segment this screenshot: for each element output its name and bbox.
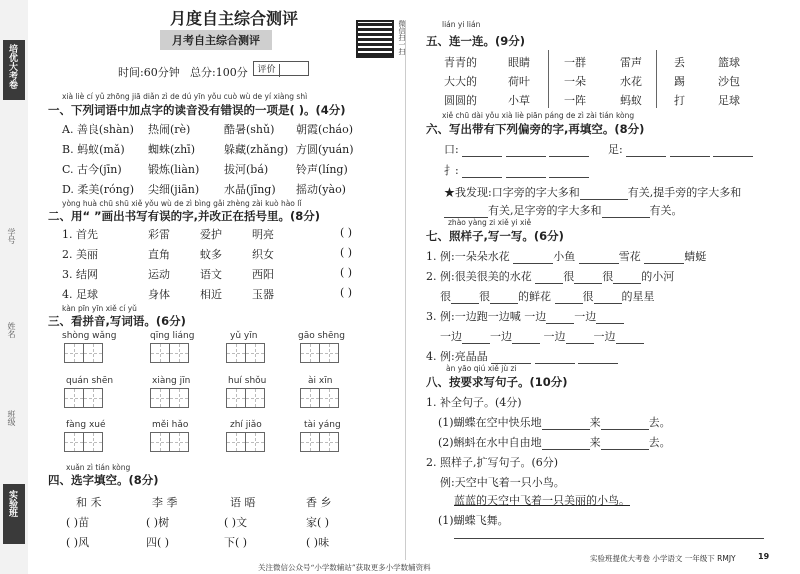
q2-r3-paren[interactable]: ( ) (340, 266, 353, 279)
q2-r2-3: 蚊多 (200, 248, 222, 261)
q3-pinyin-6: xiàng jīn (152, 376, 191, 386)
q3-pinyin-8: ài xīn (308, 376, 333, 386)
q1-pinyin: xià liè cí yǔ zhōng jiā diǎn zì de dú yīn yǒu cuò wù de yí xiàng shì (62, 92, 308, 101)
q5-c6-2: 沙包 (718, 75, 740, 88)
q5-c4-1: 雷声 (620, 56, 642, 69)
bottom-brand-label: 实验班 (7, 490, 17, 517)
q2-r2-4: 织女 (252, 248, 274, 261)
q8-pinyin: àn yāo qiú xiě jù zi (446, 364, 517, 373)
q1-row-a-2: 热闹(rè) (148, 123, 191, 136)
q7-ex2: 2. 例:很美很美的水花 很 很 的小河 (426, 270, 675, 283)
q7-ex1: 1. 例:一朵朵水花 小鱼 雪花 蜻蜓 (426, 250, 707, 263)
sidebar-label-id: 学号 (7, 228, 16, 244)
q8-example-answer: 蓝蓝的天空中飞着一只美丽的小鸟。 (454, 494, 630, 507)
q2-r1-3: 爱护 (200, 228, 222, 241)
sidebar-label-name: 姓名 (7, 322, 16, 338)
q3-pinyin-12: tài yáng (304, 420, 341, 430)
q2-title: 二、用“ ”画出书写有误的字,并改正在括号里。(8分) (48, 209, 320, 223)
score-label: 总分:100分 (190, 66, 248, 79)
q8-s3: (1)蝴蝶飞舞。 (438, 514, 509, 527)
q4-title: 四、选字填空。(8分) (48, 473, 159, 487)
q8-s1: (1)蝴蝶在空中快乐地 来 去。 (438, 416, 671, 429)
q3-box-10[interactable] (150, 432, 188, 452)
q3-box-1[interactable] (64, 343, 102, 363)
q1-row-c-3: 拔河(bá) (224, 163, 269, 176)
q1-row-c-1: C. 古今(jīn) (62, 163, 122, 176)
q5-c5-2: 踢 (674, 75, 685, 88)
q8-sub1: 1. 补全句子。(4分) (426, 396, 522, 409)
qr-code (356, 20, 394, 58)
q4-pair-4: 香 乡 (306, 496, 332, 509)
q3-pinyin: kàn pīn yīn xiě cí yǔ (62, 304, 137, 313)
q1-row-b-4: 方圆(yuán) (296, 143, 354, 156)
q2-r4-1: 4. 足球 (62, 288, 98, 301)
brand-label: 培优大考卷 (7, 44, 17, 89)
q2-r1-4: 明亮 (252, 228, 274, 241)
q1-row-b-1: B. 蚂蚁(mǎ) (62, 143, 125, 156)
page-title: 月度自主综合测评 (170, 9, 299, 28)
q1-row-a-3: 酷暑(shǔ) (224, 123, 275, 136)
q4-r1-1[interactable]: ( )苗 (66, 516, 90, 529)
q8-example: 例:天空中飞着一只小鸟。 (440, 476, 565, 489)
q4-r1-3[interactable]: ( )文 (224, 516, 248, 529)
q3-pinyin-1: shòng wǎng (62, 331, 117, 341)
q2-r4-3: 相近 (200, 288, 222, 301)
q6-title: 六、写出带有下列偏旁的字,再填空。(8分) (426, 122, 645, 136)
q3-box-4[interactable] (300, 343, 338, 363)
q3-pinyin-5: quán shēn (66, 376, 114, 386)
q2-r4-4: 玉器 (252, 288, 274, 301)
q3-box-12[interactable] (300, 432, 338, 452)
time-label: 时间:60分钟 (118, 66, 180, 79)
q5-c2-2: 荷叶 (508, 75, 530, 88)
q3-box-7[interactable] (226, 388, 264, 408)
q3-pinyin-7: huí shǒu (228, 376, 267, 386)
q2-r1-paren[interactable]: ( ) (340, 226, 353, 239)
q4-pair-2: 李 季 (152, 496, 178, 509)
q5-title: 五、连一连。(9分) (426, 34, 526, 48)
q5-c3-1: 一群 (564, 56, 586, 69)
page-subtitle: 月考自主综合测评 (160, 30, 272, 50)
q5-c1-2: 大大的 (444, 75, 477, 88)
q3-box-8[interactable] (300, 388, 338, 408)
q2-r3-1: 3. 结网 (62, 268, 98, 281)
page-number: 19 (758, 552, 770, 561)
q1-row-d-2: 尖细(jiān) (148, 183, 200, 196)
q1-row-d-3: 水晶(jīng) (224, 183, 276, 196)
q1-row-d-1: D. 柔美(róng) (62, 183, 135, 196)
q8-title: 八、按要求写句子。(10分) (426, 375, 568, 389)
q3-box-6[interactable] (150, 388, 188, 408)
q7-ex4: 4. 例:亮晶晶 (426, 348, 618, 364)
left-sidebar (0, 0, 28, 574)
q4-r2-3[interactable]: 下( ) (224, 536, 248, 549)
footer-right: 实验班提优大考卷 小学语文 一年级下 RMJY (590, 554, 736, 563)
q3-title: 三、看拼音,写词语。(6分) (48, 314, 186, 328)
q6-radical-hand: 扌: (444, 162, 589, 178)
q6-radical-foot: 足: (608, 141, 753, 157)
q2-r4-paren[interactable]: ( ) (340, 286, 353, 299)
q6-discover-1: ★我发现:口字旁的字大多和 有关,提手旁的字大多和 (444, 186, 742, 199)
q4-r2-4[interactable]: ( )味 (306, 536, 330, 549)
q5-c3-3: 一阵 (564, 94, 586, 107)
q4-r1-2[interactable]: ( )树 (146, 516, 170, 529)
q3-box-3[interactable] (226, 343, 264, 363)
q7-ex3: 3. 例:一边跑一边喊 一边 一边 (426, 308, 624, 324)
q3-box-11[interactable] (226, 432, 264, 452)
q4-r2-2[interactable]: 四( ) (146, 536, 170, 549)
q5-c2-1: 眼睛 (508, 56, 530, 69)
q3-box-2[interactable] (150, 343, 188, 363)
sidebar-label-class: 班级 (7, 410, 16, 426)
q4-pair-1: 和 禾 (76, 496, 102, 509)
q2-r2-1: 2. 美丽 (62, 248, 98, 261)
q5-c3-2: 一朵 (564, 75, 586, 88)
q5-c2-3: 小草 (508, 94, 530, 107)
q3-pinyin-2: qīng liáng (150, 331, 195, 341)
q5-sep-2 (656, 50, 657, 108)
footer-center: 关注微信公众号“小学数辅站”获取更多小学数辅资料 (258, 563, 431, 572)
eval-label: 评价 (254, 64, 280, 77)
q2-r2-paren[interactable]: ( ) (340, 246, 353, 259)
q5-c6-1: 篮球 (718, 56, 740, 69)
q6-radical-mouth: 口: (444, 141, 589, 157)
q3-pinyin-9: fàng xué (66, 420, 106, 430)
q5-c5-1: 丢 (674, 56, 685, 69)
q5-pinyin: lián yi lián (442, 20, 481, 29)
q4-pinyin: xuǎn zì tián kòng (66, 463, 131, 472)
q5-c5-3: 打 (674, 94, 685, 107)
qr-caption: 微信扫一扫 (398, 20, 406, 55)
q5-c6-3: 足球 (718, 94, 740, 107)
q8-sub2: 2. 照样子,扩写句子。(6分) (426, 456, 559, 469)
q1-row-b-2: 蜘蛛(zhī) (148, 143, 195, 156)
q4-r2-1[interactable]: ( )风 (66, 536, 90, 549)
q7-ex2-line2: 很 很 的鲜花 很 的星星 (440, 290, 655, 303)
q1-row-d-4: 摇动(yào) (296, 183, 346, 196)
q3-pinyin-3: yǔ yīn (230, 331, 258, 341)
q7-pinyin: zhào yàng zi xiě yi xiě (448, 218, 532, 227)
q2-pinyin: yòng huà chū shū xiě yǒu wù de zì bìng gǎi zhèng zài kuò hào lǐ (62, 199, 302, 208)
q2-r2-2: 直角 (148, 248, 170, 261)
q1-row-a-1: A. 善良(shàn) (62, 123, 134, 136)
q3-box-5[interactable] (64, 388, 102, 408)
q2-r3-2: 运动 (148, 268, 170, 281)
q5-c4-3: 蚂蚁 (620, 94, 642, 107)
q2-r3-4: 西阳 (252, 268, 274, 281)
q1-title: 一、下列词语中加点字的读音没有错误的一项是( )。(4分) (48, 103, 346, 117)
q2-r1-1: 1. 首先 (62, 228, 98, 241)
q5-c1-1: 青青的 (444, 56, 477, 69)
q5-c1-3: 圆圆的 (444, 94, 477, 107)
q1-row-c-4: 铃声(líng) (296, 163, 348, 176)
q4-r1-4[interactable]: 家( ) (306, 516, 330, 529)
column-divider (405, 20, 406, 560)
q8-s2: (2)蝌蚪在水中自由地 来 去。 (438, 436, 671, 449)
eval-box (253, 61, 309, 76)
q3-pinyin-11: zhí jiǎo (230, 420, 262, 430)
q8-answer-line[interactable] (454, 538, 764, 539)
q1-row-b-3: 躲藏(zhǎng) (224, 143, 289, 156)
q3-box-9[interactable] (64, 432, 102, 452)
q2-r3-3: 语文 (200, 268, 222, 281)
q7-title: 七、照样子,写一写。(6分) (426, 229, 564, 243)
q2-r4-2: 身体 (148, 288, 170, 301)
q6-pinyin: xiě chū dài yǒu xià liè piān páng de zì zài tián kòng (442, 111, 635, 120)
q4-pair-3: 语 晤 (230, 496, 256, 509)
q5-c4-2: 水花 (620, 75, 642, 88)
q1-row-c-2: 锻炼(liàn) (148, 163, 200, 176)
q3-pinyin-10: měi hǎo (152, 420, 189, 430)
q6-discover-2: 有关,足字旁的字大多和 有关。 (444, 202, 683, 218)
q1-row-a-4: 朝霞(cháo) (296, 123, 354, 136)
q2-r1-2: 彩雷 (148, 228, 170, 241)
q7-ex3-line2: 一边 一边 一边 一边 (440, 328, 644, 344)
q5-sep-1 (548, 50, 549, 108)
q3-pinyin-4: gāo shēng (298, 331, 345, 341)
